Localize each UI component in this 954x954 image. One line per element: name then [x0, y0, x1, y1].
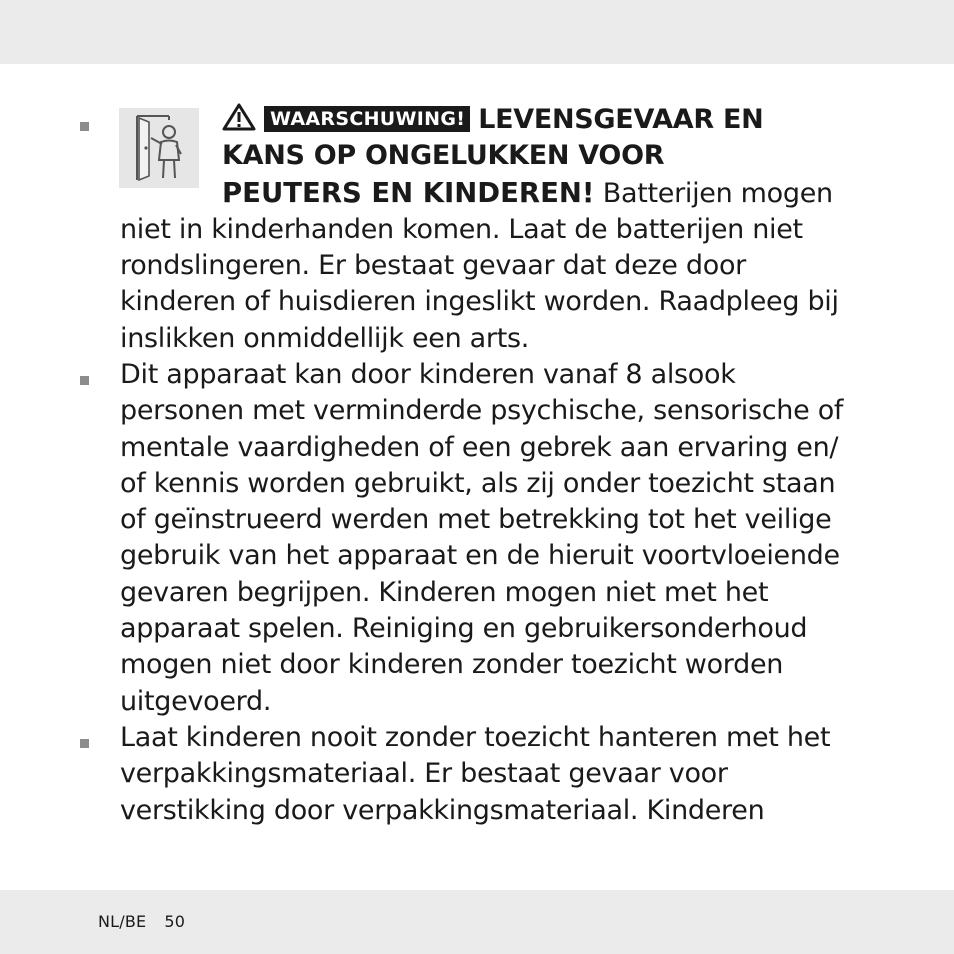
- text-line: of kennis worden gebruikt, als zij onder toezicht staan: [120, 467, 836, 499]
- text-line: kinderen of huisdieren ingeslikt worden. Raadpleeg bij: [120, 286, 839, 318]
- text-line: uitgevoerd.: [120, 685, 272, 717]
- text-line: gevaren begrijpen. Kinderen mogen niet met het: [120, 576, 769, 608]
- text-line: of geïnstrueerd werden met betrekking tot het veilige: [120, 504, 832, 536]
- bullet-3: [80, 739, 89, 748]
- text-line: inslikken onmiddellijk een arts.: [120, 322, 530, 354]
- warning-text-start: Batterijen mogen: [594, 177, 833, 209]
- text-line: verstikking door verpakkingsmateriaal. Kinderen: [120, 794, 765, 826]
- bullet-1: [80, 122, 89, 131]
- warning-tag: WAARSCHUWING!: [264, 106, 470, 132]
- text-line: niet in kinderhanden komen. Laat de batterijen niet: [120, 213, 803, 245]
- text-line: verpakkingsmateriaal. Er bestaat gevaar voor: [120, 758, 728, 790]
- bullet-2: [80, 376, 89, 385]
- item-1-text: [120, 102, 880, 357]
- item-3-text: [120, 720, 880, 829]
- warning-heading-3: PEUTERS EN KINDEREN!: [222, 176, 595, 209]
- page-number: 50: [164, 912, 186, 931]
- text-line: apparaat spelen. Reiniging en gebruikersonderhoud: [120, 613, 808, 645]
- text-line: Laat kinderen nooit zonder toezicht hanteren met het: [120, 722, 831, 753]
- page-footer: [98, 912, 185, 931]
- text-line: gebruik van het apparaat en de hieruit voortvloeiende: [120, 540, 840, 572]
- text-line: mogen niet door kinderen zonder toezicht worden: [120, 649, 784, 681]
- text-line: personen met verminderde psychische, sensorische of: [120, 395, 844, 427]
- item-2-text: [120, 357, 880, 720]
- text-line: rondslingeren. Er bestaat gevaar dat deze door: [120, 250, 746, 282]
- text-line: Dit apparaat kan door kinderen vanaf 8 alsook: [120, 359, 736, 390]
- footer-language: NL/BE: [98, 912, 147, 931]
- text-line: mentale vaardigheden of een gebrek aan ervaring en/: [120, 431, 839, 463]
- warning-heading-2: KANS OP ONGELUKKEN VOOR: [222, 140, 665, 172]
- warning-heading-1: LEVENSGEVAAR EN: [478, 104, 764, 135]
- top-band: [0, 0, 954, 64]
- warning-triangle-icon: [222, 103, 256, 131]
